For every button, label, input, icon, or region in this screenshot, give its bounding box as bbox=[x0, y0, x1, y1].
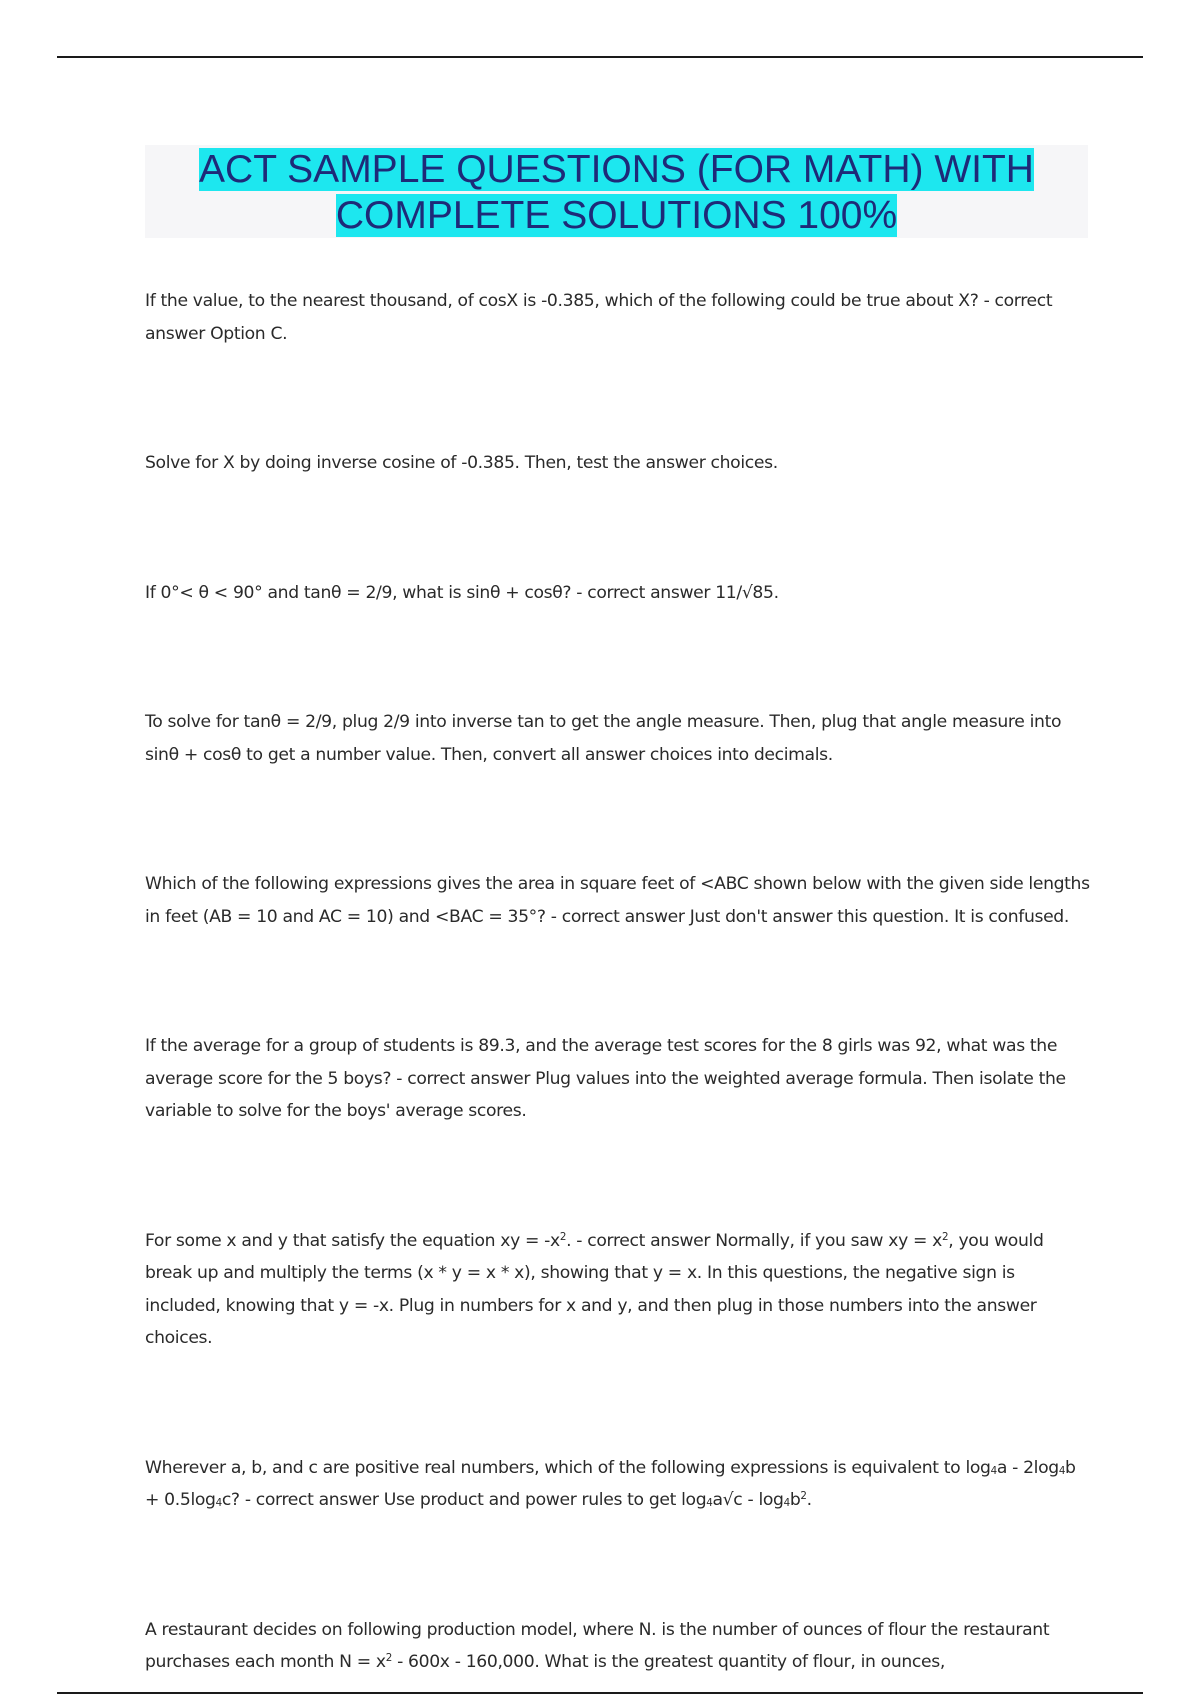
bottom-rule bbox=[57, 1692, 1143, 1694]
question-paragraph: If 0°< θ < 90° and tanθ = 2/9, what is sinθ + cosθ? - correct answer 11/√85. bbox=[145, 582, 779, 603]
title-line-1: ACT SAMPLE QUESTIONS (FOR MATH) WITH bbox=[199, 148, 1034, 191]
question-paragraph: Which of the following expressions gives the area in square feet of <ABC shown below with the given side lengths in feet (AB = 10 and AC = 10) and <BAC = 35°? - correct answer Just don't answer this question. It is confused. bbox=[145, 874, 1090, 927]
question-paragraph: If the average for a group of students is 89.3, and the average test scores for the 8 girls was 92, what was the average score for the 5 boys? - correct answer Plug values into the weighted average formula. Then isolate the variable to solve for the boys' average scores. bbox=[145, 1036, 1066, 1121]
top-rule bbox=[57, 56, 1143, 58]
solution-paragraph: To solve for tanθ = 2/9, plug 2/9 into inverse tan to get the angle measure. Then, plug that angle measure into sinθ + cosθ to get a number value. Then, convert all answer choices into decimals. bbox=[145, 712, 1062, 765]
question-paragraph: A restaurant decides on following production model, where N. is the number of ounces of flour the restaurant purchases each month $N = x^2 - 600x - 160,000$. What is the greatest quantity of flour, in ounces, bbox=[145, 1619, 1050, 1672]
title-line-2: COMPLETE SOLUTIONS 100% bbox=[335, 194, 898, 237]
document-title bbox=[145, 145, 1088, 239]
document-body bbox=[145, 285, 1090, 1679]
question-paragraph: If the value, to the nearest thousand, of cosX is -0.385, which of the following could be true about X? - correct answer Option C. bbox=[145, 291, 1053, 344]
title-block bbox=[145, 145, 1088, 238]
solution-paragraph: Solve for X by doing inverse cosine of -0.385. Then, test the answer choices. bbox=[145, 453, 778, 473]
question-paragraph: Wherever a, b, and c are positive real numbers, which of the following expressions is equivalent to $\log_4a - 2\log_4b + 0.5\log_4c$? - correct answer Use product and power rules to get $\log_4a√c - \log_4b^2$. bbox=[145, 1457, 1076, 1510]
question-paragraph: For some x and y that satisfy the equation xy = $-x^2$. - correct answer Normally, if you saw xy = $x^2$, you would break up and multiply the terms (x * y = x * x), showing that y = x. In this questions, the negative sign is included, knowing that y = -x. Plug in numbers for x and y, and then plug in those numbers into the answer choices. bbox=[145, 1230, 1044, 1348]
